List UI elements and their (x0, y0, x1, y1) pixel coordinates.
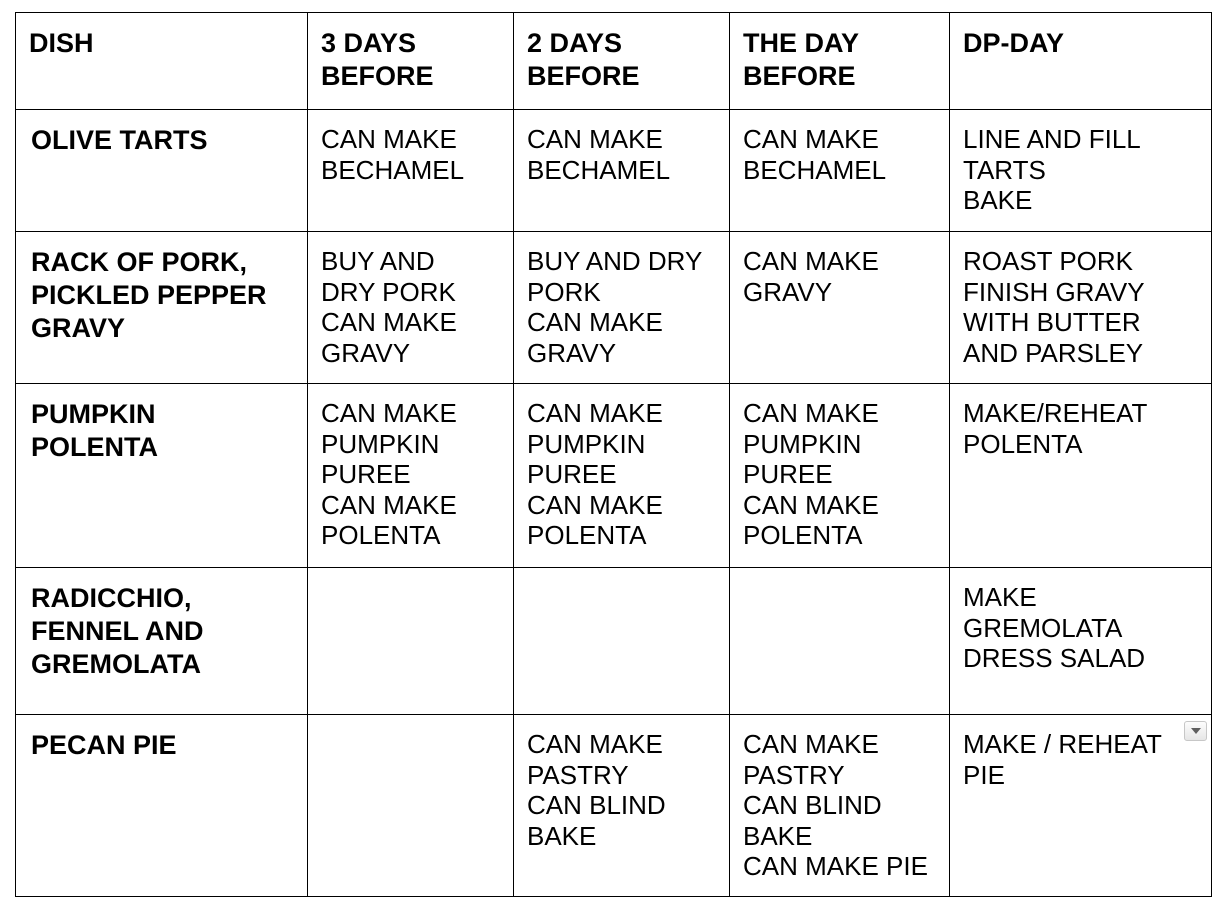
task-cell[interactable] (514, 110, 730, 232)
task-cell[interactable] (514, 232, 730, 384)
task-line: CAN MAKE (321, 307, 457, 337)
task-line: CAN MAKE (527, 489, 663, 520)
task-line: CAN MAKE (527, 398, 663, 428)
task-line: CAN MAKE (527, 307, 663, 337)
task-cell[interactable] (514, 384, 730, 568)
task-cell[interactable] (308, 384, 514, 568)
task-line: MAKE / REHEAT (963, 729, 1162, 759)
dish-name-line: OLIVE TARTS (31, 125, 208, 155)
task-line: BECHAMEL (321, 154, 465, 185)
task-line: CAN MAKE (743, 398, 879, 428)
task-line: PASTRY (743, 759, 845, 790)
task-cell[interactable] (950, 715, 1212, 897)
header-cell-2-days-before[interactable] (514, 13, 730, 110)
task-cell[interactable] (308, 568, 514, 715)
task-line: GRAVY (527, 337, 617, 368)
task-line: POLENTA (963, 428, 1083, 459)
task-cell[interactable] (514, 568, 730, 715)
dish-name-line: RADICCHIO, (31, 583, 192, 613)
task-line: FINISH GRAVY (963, 276, 1145, 307)
dish-name-line: PUMPKIN (31, 399, 156, 429)
task-line: CAN MAKE (743, 124, 879, 154)
task-line: CAN MAKE (743, 246, 879, 276)
task-cell[interactable] (950, 568, 1212, 715)
task-line: ROAST PORK (963, 246, 1134, 276)
header-text-line: DP-DAY (963, 28, 1065, 58)
header-text-line: 2 DAYS (527, 28, 623, 58)
dish-cell[interactable] (16, 232, 308, 384)
table-body (16, 13, 1212, 897)
task-line: PUMPKIN (321, 428, 440, 459)
header-text-line: BEFORE (527, 61, 640, 91)
task-cell[interactable] (730, 568, 950, 715)
task-cell[interactable] (730, 715, 950, 897)
task-line: CAN MAKE (321, 124, 457, 154)
task-line: BUY AND (321, 246, 435, 276)
task-cell[interactable] (730, 110, 950, 232)
task-line: LINE AND FILL (963, 124, 1141, 154)
task-line: PORK (527, 276, 601, 307)
header-text-line: THE DAY (743, 28, 860, 58)
table-row (16, 568, 1212, 715)
table-row (16, 110, 1212, 232)
task-line: BECHAMEL (743, 154, 887, 185)
task-line: CAN MAKE (743, 729, 879, 759)
header-cell-dp-day[interactable] (950, 13, 1212, 110)
task-line: MAKE/REHEAT (963, 398, 1148, 428)
task-line: PUREE (321, 459, 411, 489)
dish-cell[interactable] (16, 110, 308, 232)
header-text-line: 3 DAYS (321, 28, 417, 58)
task-line: DRESS SALAD (963, 643, 1146, 673)
task-line: CAN BLIND (527, 790, 666, 820)
task-cell[interactable] (950, 384, 1212, 568)
task-line: CAN MAKE PIE (743, 851, 928, 881)
task-line: CAN MAKE (321, 398, 457, 428)
task-line: CAN MAKE (527, 729, 663, 759)
header-text-line: BEFORE (743, 61, 856, 91)
task-cell[interactable] (950, 110, 1212, 232)
dish-cell[interactable] (16, 715, 308, 897)
task-cell[interactable] (514, 715, 730, 897)
task-line: CAN MAKE (743, 489, 879, 520)
task-line: AND PARSLEY (963, 337, 1144, 368)
header-row (16, 13, 1212, 110)
task-line: POLENTA (321, 520, 441, 550)
dish-cell[interactable] (16, 384, 308, 568)
dish-name-line: PECAN PIE (31, 730, 177, 760)
task-line: BAKE (743, 820, 813, 851)
task-line: GRAVY (321, 337, 411, 368)
table-row (16, 715, 1212, 897)
task-cell[interactable] (730, 384, 950, 568)
task-line: BAKE (963, 185, 1033, 215)
header-text-line: DISH (29, 28, 94, 58)
prep-schedule-table (15, 12, 1212, 897)
task-line: GRAVY (743, 276, 833, 307)
task-line: BAKE (527, 820, 597, 851)
table-row (16, 384, 1212, 568)
task-cell[interactable] (308, 110, 514, 232)
table-row (16, 232, 1212, 384)
task-line: POLENTA (527, 520, 647, 550)
dish-name-line: POLENTA (31, 432, 158, 462)
task-cell[interactable] (308, 232, 514, 384)
cell-dropdown-icon[interactable] (1184, 721, 1207, 741)
task-line: DRY PORK (321, 276, 456, 307)
task-line: BECHAMEL (527, 154, 671, 185)
dish-name-line: GRAVY (31, 313, 126, 343)
task-line: PUREE (527, 459, 617, 489)
task-line: MAKE (963, 582, 1037, 612)
task-cell[interactable] (950, 232, 1212, 384)
task-cell[interactable] (308, 715, 514, 897)
header-text-line: BEFORE (321, 61, 434, 91)
task-cell[interactable] (730, 232, 950, 384)
task-line: GREMOLATA (963, 612, 1123, 643)
dish-name-line: GREMOLATA (31, 649, 201, 679)
task-line: PUMPKIN (743, 428, 862, 459)
task-line: PIE (963, 759, 1005, 790)
dish-name-line: FENNEL AND (31, 616, 204, 646)
task-line: CAN MAKE (527, 124, 663, 154)
task-line: PUREE (743, 459, 833, 489)
task-line: CAN MAKE (321, 489, 457, 520)
task-line: WITH BUTTER (963, 307, 1141, 337)
dish-cell[interactable] (16, 568, 308, 715)
dish-name-line: RACK OF PORK, (31, 247, 247, 277)
task-line: TARTS (963, 154, 1046, 185)
task-line: PASTRY (527, 759, 629, 790)
task-line: BUY AND DRY (527, 246, 703, 276)
header-cell-dish[interactable] (16, 13, 308, 110)
task-line: PUMPKIN (527, 428, 646, 459)
task-line: POLENTA (743, 520, 863, 550)
dish-name-line: PICKLED PEPPER (31, 280, 267, 310)
header-cell-3-days-before[interactable] (308, 13, 514, 110)
task-line: CAN BLIND (743, 790, 882, 820)
header-cell-day-before[interactable] (730, 13, 950, 110)
